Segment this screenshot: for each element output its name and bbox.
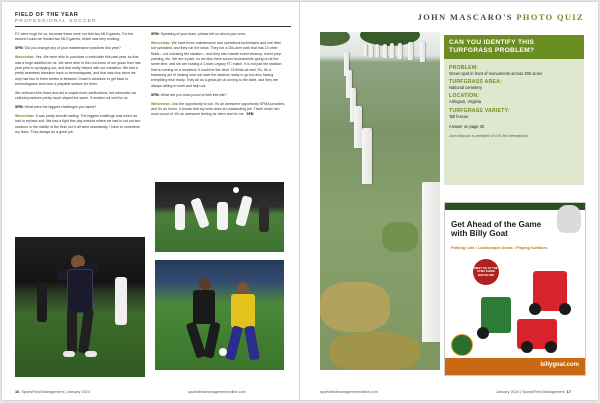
answer: Wenceslao: Yes. We were able to purchase a verticutter this past year, so that was a huge addition for us. We were able to thin out some of our grass from last year prior to sprayging out, and that really helped with our transition. We had a pretty seamless transition back to bermudagrass, and that was nice since we only had two to three weeks in between Crown's schedule to get back to bermudagrass and have a playable surface for them.	[15, 55, 141, 86]
right-footer: January 2024 | SportsField Management 17	[496, 390, 571, 394]
problem-value: Green spot in front of monuments across 200 acres	[449, 71, 543, 76]
question: SFM: What were the biggest challenges you faced?	[15, 105, 97, 110]
section-subtitle: PROFESSIONAL SOCCER	[15, 19, 97, 24]
answer: Wenceslao: We have three maintenance and operations technicians and one field turf specialist, and they run the show. They run a 200-acre park that has 13 other fields – not including the stadium – and they also handle event cleanup, event prep, painting, etc. We are a park, so we also have soccer tournaments going on at the same time, and we are hosting a Crown Legacy FC match. It is not just the stadium that is running on a weekend; it could be the other 13 fields as well. So, it's a balancing act of making sure we have the stadium ready to go but also having everything else ready. They all do a great job of coming to the table, and they are always willing to work and help out.	[151, 40, 282, 88]
ad-subhead: Parking Lots • Landscaped Areas • Playing Surfaces	[451, 245, 548, 250]
question: SFM: What are you most proud of with this site?	[151, 92, 227, 97]
location-value: Arlington, Virginia	[449, 99, 482, 105]
paragraph: FC were huge for us, because these were our first two MLS games. For the second round we hosted two MLS games, which was very exciting.	[15, 32, 134, 42]
question: SFM: Did you change any of your maintenance practices this year?	[15, 46, 121, 51]
left-page	[2, 2, 300, 400]
paragraph: We vertical a few times and did a couple more aerifications, but otherwise our cultural practices pretty much stayed the same. It worked out well for us.	[15, 90, 137, 101]
variety-label: TURFGRASS VARIETY:	[449, 107, 510, 114]
cemetery-photo	[320, 32, 440, 370]
question: SFM: Speaking of your team, please tell us about your crew.	[151, 32, 246, 36]
end-mark: SFM	[246, 112, 254, 117]
ad-headline: Get Ahead of the Game with Billy Goat	[451, 220, 542, 238]
booth-badge: MEET US AT THE STMA SHOW BOOTH 838	[473, 259, 499, 285]
right-page	[300, 2, 598, 400]
header-rule	[15, 26, 291, 27]
area-label: TURFGRASS AREA:	[449, 79, 502, 86]
billy-goat-logo-icon	[451, 334, 473, 356]
soccer-duel-photo	[155, 260, 284, 370]
problem-label: PROBLEM:	[449, 65, 479, 71]
article-column-1	[15, 32, 143, 139]
right-footer-site[interactable]: sportsfieldmanagementonline.com	[320, 390, 378, 394]
answer-reference: Answer on page 30	[449, 123, 485, 129]
variety-value: Tall fescue	[449, 113, 469, 119]
author-credit: John Mascaro is president of Turf-Tec International.	[449, 133, 529, 138]
left-running-header	[15, 12, 285, 24]
goat-logo-icon	[557, 205, 581, 233]
ad-url-link[interactable]: billygoat.com	[540, 362, 579, 368]
billy-goat-advertisement[interactable]	[444, 202, 586, 376]
answer: Wenceslao: Just the opportunity to win. It's an awesome opportunity SFMA provides, and it's an honor. It shows that my crew does an outstanding job. That's what I am most proud of. It's an awesome feeling for them and for me. SFM	[151, 101, 285, 117]
quiz-heading: CAN YOU IDENTIFY THIS TURFGRASS PROBLEM?	[444, 35, 584, 59]
photo-quiz-box	[444, 35, 584, 185]
location-label: LOCATION:	[449, 93, 480, 100]
area-value: National cemetery	[449, 85, 482, 91]
photo-quiz-header: JOHN MASCARO'S PHOTO QUIZ	[417, 13, 584, 22]
magazine-spread	[2, 2, 598, 400]
soccer-celebration-photo	[15, 237, 145, 377]
answer: Wenceslao: It was pretty smooth sailing. The biggest challenge was when we had to replace sod. We had a tight five-day window where we had to cut out two sections in the middle of the field, but it all went seamlessly. I have to commend my team. They always do a great job.	[15, 114, 141, 135]
left-footer: 16 SportsField Management | January 2024	[15, 390, 90, 394]
left-footer-site[interactable]: sportsfieldmanagementonline.com	[188, 390, 246, 394]
article-column-2	[151, 32, 285, 121]
soccer-jump-photo	[155, 182, 284, 252]
section-title: FIELD OF THE YEAR	[15, 12, 79, 18]
